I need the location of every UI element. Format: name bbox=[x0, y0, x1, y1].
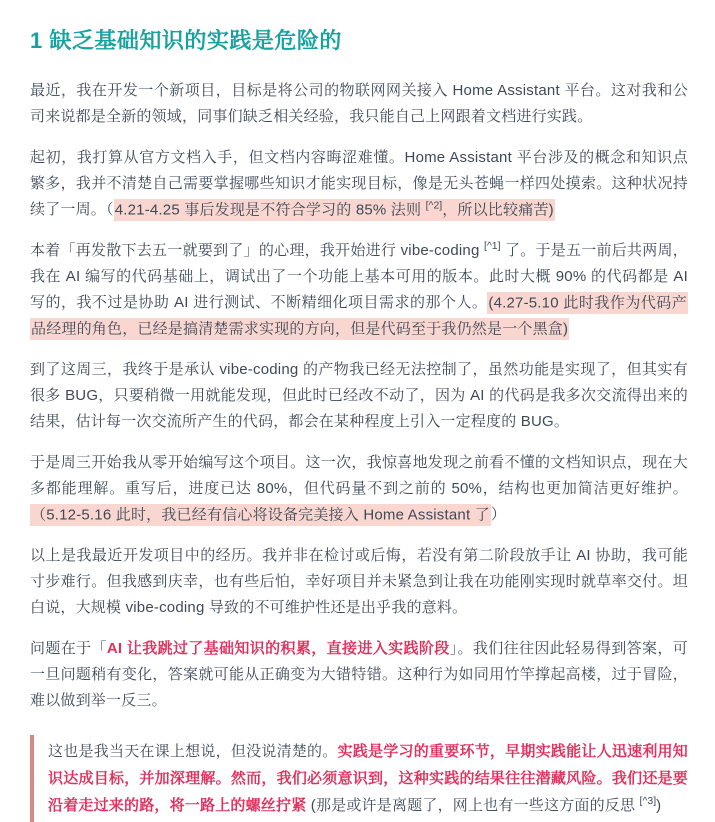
quote-text: (那是或许是离题了，网上也有一些这方面的反思 bbox=[306, 797, 640, 814]
paragraph-text: 起初，我打算从官方文档入手，但文档内容晦涩难懂。Home Assistant 平台涉及的概念和知识点繁多，我并不清楚自己需要掌握哪些知识才能实现目标，像是无头苍蝇一样四处摸索。这种状况持续了一周。（ bbox=[30, 149, 688, 218]
highlight-text: 4.21-4.25 事后发现是不符合学习的 85% 法则 bbox=[114, 201, 426, 218]
paragraph-text: 本着「再发散下去五一就要到了」的心理，我开始进行 vibe-coding bbox=[30, 242, 484, 259]
paragraph-rewrite bbox=[30, 450, 688, 528]
quote-text: ) bbox=[656, 797, 662, 814]
footnote-ref-3[interactable]: [^3] bbox=[639, 795, 657, 807]
paragraph-text: 于是周三开始我从零开始编写这个项目。这一次，我惊喜地发现之前看不懂的文档知识点，现在大多都能理解。重写后，进度已达 80%，但代码量不到之前的 50%，结构也更加简洁更好维护。 bbox=[30, 454, 688, 497]
paragraph-text: 问题在于「 bbox=[30, 640, 107, 657]
paragraph-text: 」。我们往往因此轻易得到答案，可一旦问题稍有变化，答案就可能从正确变为大错特错。这种行为如同用竹竿撑起高楼，过于冒险，难以做到举一反三。 bbox=[30, 640, 688, 709]
footnote-ref-2[interactable]: [^2] bbox=[425, 199, 443, 211]
emphasis-practice-risk: 实践是学习的重要环节，早期实践能让人迅速利用知识达成目标，并加深理解。然而，我们必须意识到，这种实践的结果往往潜藏风险。我们还是要沿着走过来的路，将一路上的螺丝拧紧 bbox=[48, 743, 688, 814]
paragraph-reflection: 以上是我最近开发项目中的经历。我并非在检讨或后悔，若没有第二阶段放手让 AI 协助，我可能寸步难行。但我感到庆幸，也有些后怕，幸好项目并未紧急到让我在功能刚实现时就草率交付。坦白说，大规模 vibe-coding 导致的不可维护性还是出乎我的意料。 bbox=[30, 547, 688, 616]
highlight-text: ，所以比较痛苦) bbox=[442, 201, 554, 218]
paragraph-problem bbox=[30, 636, 688, 714]
quote-block bbox=[30, 735, 688, 822]
footnote-ref-1[interactable]: [^1] bbox=[483, 240, 501, 252]
highlight-date-note-2: (4.27-5.10 此时我作为代码产品经理的角色，已经是搞清楚需求实现的方向，但是代码至于我仍然是一个黑盒) bbox=[30, 292, 688, 340]
quote-text: 这也是我当天在课上想说，但没说清楚的。 bbox=[48, 743, 338, 760]
paragraph-vibe-coding bbox=[30, 238, 688, 342]
paragraph-text: 了。于是五一前后共两周，我在 AI 编写的代码基础上，调试出了一个功能上基本可用的版本。此时大概 90% 的代码都是 AI 写的，我不过是协助 AI 进行测试、不断精细化项目需求的那个人。 bbox=[30, 242, 688, 311]
paragraph-text: ） bbox=[490, 506, 507, 523]
page-title: 1 缺乏基础知识的实践是危险的 bbox=[30, 28, 342, 53]
emphasis-skip-basics: AI 让我跳过了基础知识的积累，直接进入实践阶段 bbox=[106, 640, 450, 657]
highlight-date-note-1 bbox=[114, 199, 555, 221]
highlight-date-note-3: （5.12-5.16 此时，我已经有信心将设备完美接入 Home Assistant 了 bbox=[30, 504, 491, 526]
paragraph-intro: 最近，我在开发一个新项目，目标是将公司的物联网网关接入 Home Assistant 平台。这对我和公司来说都是全新的领域，同事们缺乏相关经验，我只能自己上网跟着文档进行实践。 bbox=[30, 82, 688, 125]
paragraph-docs-struggle bbox=[30, 145, 688, 223]
paragraph-lost-control: 到了这周三，我终于是承认 vibe-coding 的产物我已经无法控制了，虽然功能是实现了，但其实有很多 BUG，只要稍微一用就能发现，但此时已经改不动了，因为 AI 的代码是我多次交流得出来的结果，估计每一次交流所产生的代码，都会在某种程度上引入一定程度的 BUG。 bbox=[30, 361, 688, 430]
